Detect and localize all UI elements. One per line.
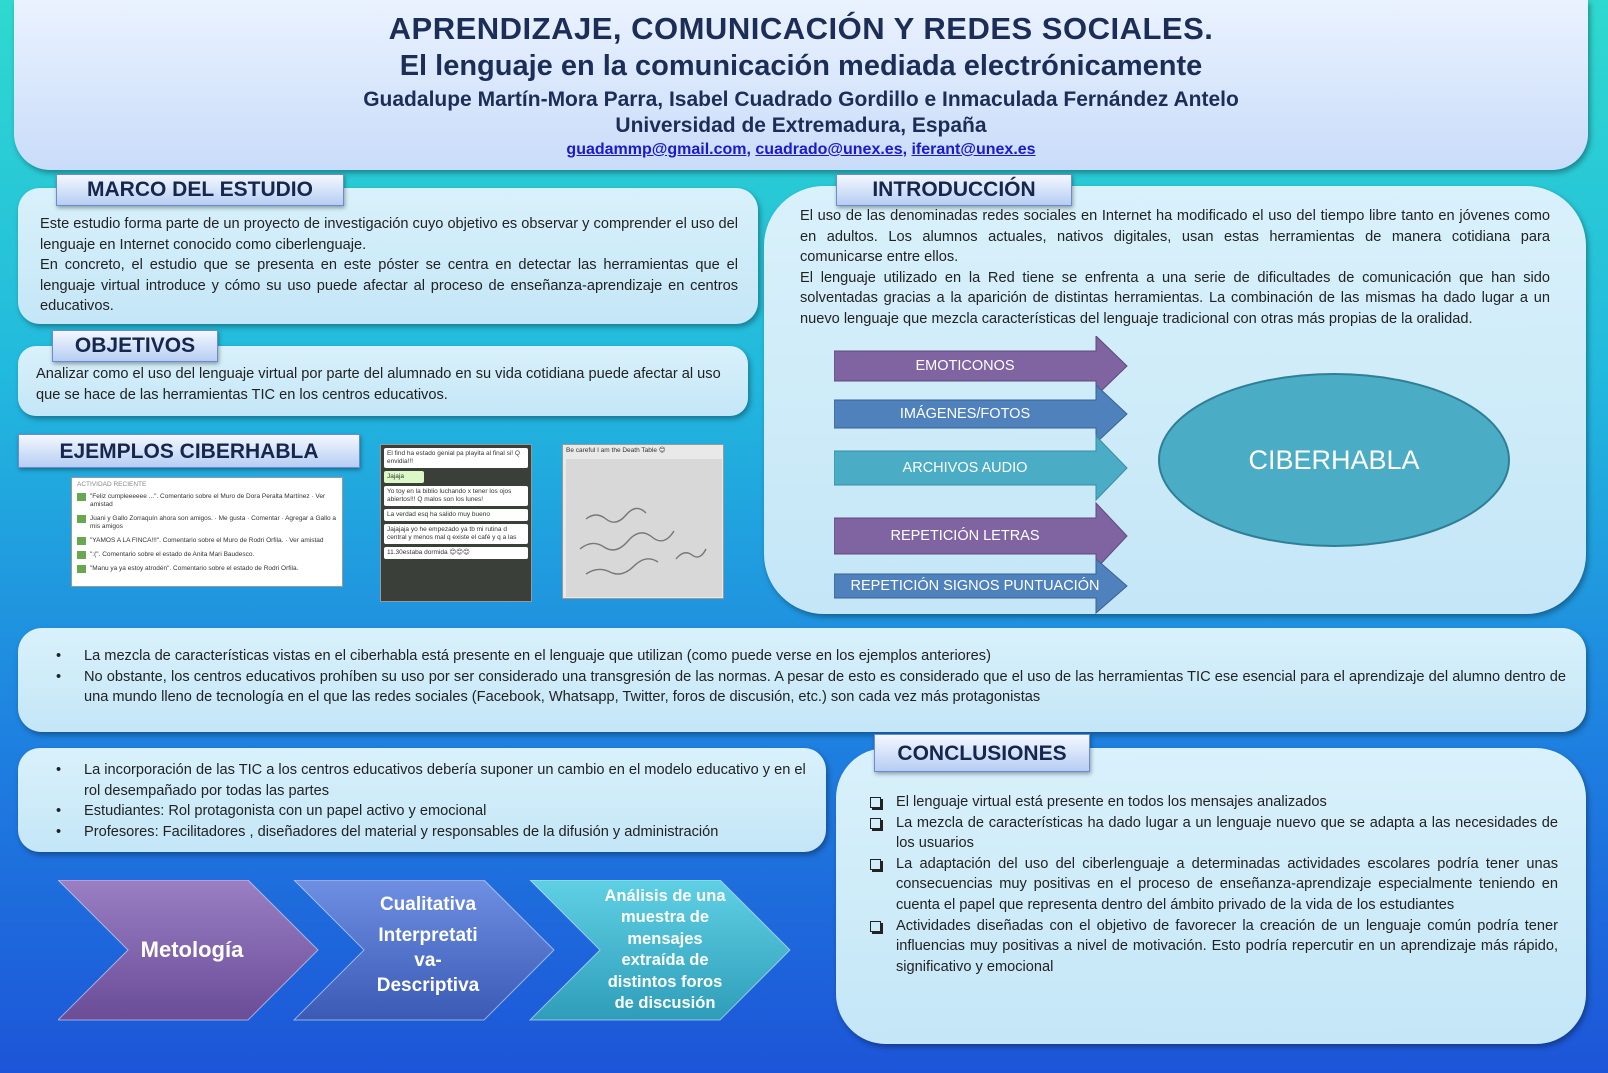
ejemplos-heading: EJEMPLOS CIBERHABLA [18,434,360,468]
objetivos-text: Analizar como el uso del lenguaje virtual por parte del alumnado en su vida cotidiana puede afectar al uso que se hace de las herramientas TIC en los centros educativos. [36,366,721,403]
university: Universidad de Extremadura, España [615,114,987,137]
discussion-list [36,646,1566,708]
incorporacion-item: • Estudiantes: Rol protagonista con un papel activo y emocional [36,801,806,822]
conclusion-item: La adaptación del uso del ciberlenguaje a determinadas actividades escolares podría tener unas consecuencias muy positivas en el proceso de enseñanza-aprendizaje especialmente teniendo en cuenta el papel que representa dentro del ámbito privado de la vida de los estudiantes [866,854,1558,916]
analisis-label: Análisis de una muestra de mensajes extraída de distintos foros de discusión [604,886,726,1012]
metologia-label: Metología [140,937,244,962]
ciberhabla-label: CIBERHABLA [1248,444,1420,475]
facebook-activity-line: "YAMOS A LA FINCA!!!". Comentario sobre el Muro de Rodri Orfila. · Ver amistad [77,537,337,545]
poster-header [14,0,1588,170]
introduccion-paragraph-1: El uso de las denominadas redes sociales en Internet ha modificado el uso del tiempo libre tanto en jóvenes como en adultos. Los alumnos actuales, nativos digitales, usan estas herramientas de manera cotidiana para comunicarse entre ellos. [800,208,1550,266]
tool-label-signos: REPETICIÓN SIGNOS PUNTUACIÓN [850,578,1100,594]
facebook-screenshot [71,477,343,587]
conclusiones-heading: CONCLUSIONES [874,734,1090,772]
comment-icon [77,565,86,573]
email-link-3[interactable]: iferant@unex.es [911,141,1036,158]
incorporacion-item: • La incorporación de las TIC a los centros educativos debería suponer un cambio en el modelo educativo y en el rol desempañado por todas las partes [36,760,806,801]
chat-bubble: 11.30estaba dormida 😊😊😊 [384,547,528,559]
facebook-activity-header: ACTIVIDAD RECIENTE [77,481,147,488]
chat-bubble: Yo toy en la biblio luchando x tener los ojos abiertos!!! Q malos son los lunes! [384,486,528,506]
conclusiones-list [866,792,1558,977]
tool-label-imagenes: IMÁGENES/FOTOS [899,406,1031,422]
tool-label-audio: ARCHIVOS AUDIO [902,460,1028,476]
email-link-2[interactable]: cuadrado@unex.es [755,141,903,158]
marco-heading: MARCO DEL ESTUDIO [56,174,344,206]
incorporacion-panel [18,748,826,852]
poster-title: APRENDIZAJE, COMUNICACIÓN Y REDES SOCIALES. [388,11,1214,46]
discussion-item: • No obstante, los centros educativos prohíben su uso por ser considerado una transgresión de las normas. A pesar de esto es considerado que el uso de las herramientas TIC ese esencial para el aprendizaje del alumno dentro de una mundo lleno de tecnología en el que las redes sociales (Facebook, Whatsapp, Twitter, foros de discusión, etc.) son cada vez más protagonistas [36,667,1566,708]
incorporacion-list [36,760,806,842]
handwriting-photo [562,444,724,599]
photo-caption: Be careful I am the Death Table 😊 [566,447,666,454]
objetivos-heading: OBJETIVOS [52,330,218,362]
whatsapp-screenshot [380,444,532,602]
tool-label-emoticonos: EMOTICONOS [915,358,1015,374]
conclusion-item: La mezcla de características ha dado lugar a un lenguaje nuevo que se adapta a las necesidades de los usuarios [866,813,1558,854]
introduccion-paragraph-2: El lenguaje utilizado en la Red tiene se enfrenta a una serie de dificultades de comunicación que han sido solventadas gracias a la aparición de distintas herramientas. La combinación de las mismas ha dado lugar a un nuevo lenguaje que mezcla características del lenguaje tradicional con otras más propias de la oralidad. [800,269,1550,327]
authors: Guadalupe Martín-Mora Parra, Isabel Cuadrado Gordillo e Inmaculada Fernández Antelo [363,88,1239,111]
introduccion-heading: INTRODUCCIÓN [836,174,1072,206]
facebook-activity-line: Juani y Gallo Zorraquín ahora son amigos. · Me gusta · Comentar · Agregar a Gallo a mis amigos [77,515,337,531]
email-link-1[interactable]: guadammp@gmail.com [566,141,747,158]
friends-icon [77,515,86,523]
chat-bubble: Jajaja [384,471,424,483]
facebook-activity-line: ":(". Comentario sobre el estado de Anita Mari Baudesco. [77,551,337,559]
incorporacion-item: • Profesores: Facilitadores , diseñadores del material y responsables de la difusión y administración [36,822,806,843]
conclusion-item: Actividades diseñadas con el objetivo de favorecer la creación de un lenguaje común podría tener influencias muy positivas a nivel de motivación. Esto podría repercutir en un aprendizaje más rápido, significativo y emocional [866,916,1558,978]
tool-label-letras: REPETICIÓN LETRAS [890,528,1040,544]
chat-bubble: Jajajaja yo he empezado ya tb mi rutina d central y menos mal q existe el café y q a las [384,524,528,544]
comment-icon [77,537,86,545]
email-separator: , [746,141,756,158]
comment-icon [77,551,86,559]
marco-paragraph-1: Este estudio forma parte de un proyecto de investigación cuyo objetivo es observar y comprender el uso del lenguaje en Internet conocido como ciberlenguaje. [40,216,738,253]
cualitativa-label: Cualitativa Interpretati va- Descriptiva [376,894,480,996]
poster-subtitle: El lenguaje en la comunicación mediada electrónicamente [399,50,1203,82]
marco-paragraph-2: En concreto, el estudio que se presenta en este póster se centra en detectar las herramientas que el lenguaje virtual introduce y cómo su uso puede afectar al proceso de enseñanza-aprendizaje en centros educativos. [40,257,738,315]
marco-panel [18,188,758,324]
email-list [14,139,1588,161]
comment-icon [77,493,86,501]
conclusion-item: El lenguaje virtual está presente en todos los mensajes analizados [866,792,1558,813]
facebook-activity-line: "Feliz cumpleeeeee ...". Comentario sobre el Muro de Dora Peralta Martínez · Ver amistad [77,493,337,509]
facebook-activity-line: "Manu ya ya estoy atrodén". Comentario sobre el estado de Rodri Orfila. [77,565,337,573]
email-separator: , [902,141,912,158]
discussion-panel [18,628,1586,732]
chat-bubble: El find ha estado genial pa playita al final si! Q envidia!!! [384,448,528,468]
conclusiones-panel [836,748,1586,1044]
handwriting-image [566,459,722,597]
chat-bubble: La verdad esq ha salido muy bueno [384,509,528,521]
discussion-item: • La mezcla de características vistas en el ciberhabla está presente en el lenguaje que utilizan (como puede verse en los ejemplos anteriores) [36,646,1566,667]
introduccion-text [800,206,1550,330]
